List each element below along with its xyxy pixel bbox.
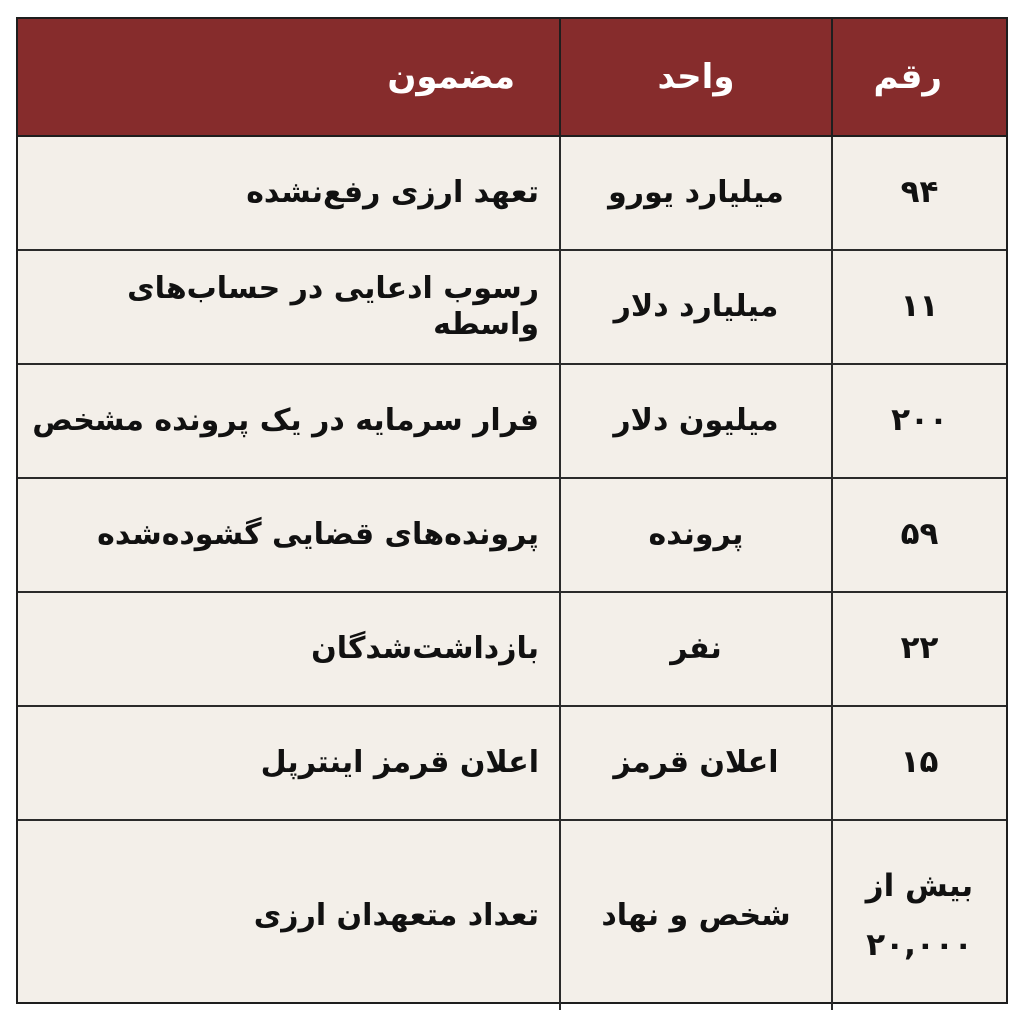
cell-unit: میلیارد یورو bbox=[560, 136, 832, 250]
cell-subject: فرار سرمایه در یک پرونده مشخص bbox=[18, 364, 560, 478]
table-row bbox=[18, 706, 1006, 820]
cell-subject: بازداشت‌شدگان bbox=[18, 592, 560, 706]
data-table-container bbox=[16, 17, 1008, 1004]
table-row bbox=[18, 820, 1006, 1010]
cell-number bbox=[832, 820, 1006, 1010]
cell-unit: اعلان قرمز bbox=[560, 706, 832, 820]
cell-subject: تعهد ارزی رفع‌نشده bbox=[18, 136, 560, 250]
cell-number: ۲۰۰ bbox=[832, 364, 1006, 478]
header-unit: واحد bbox=[560, 19, 832, 136]
cell-number: ۲۲ bbox=[832, 592, 1006, 706]
table-row bbox=[18, 136, 1006, 250]
cell-subject: پرونده‌های قضایی گشوده‌شده bbox=[18, 478, 560, 592]
header-number: رقم bbox=[832, 19, 1006, 136]
cell-unit: پرونده bbox=[560, 478, 832, 592]
cell-number: ۱۱ bbox=[832, 250, 1006, 364]
cell-unit: شخص و نهاد bbox=[560, 820, 832, 1010]
statistics-table bbox=[18, 19, 1006, 1010]
table-row bbox=[18, 364, 1006, 478]
cell-unit: میلیون دلار bbox=[560, 364, 832, 478]
table-row bbox=[18, 478, 1006, 592]
cell-subject: اعلان قرمز اینترپل bbox=[18, 706, 560, 820]
table-header-row bbox=[18, 19, 1006, 136]
cell-number: ۵۹ bbox=[832, 478, 1006, 592]
cell-unit: میلیارد دلار bbox=[560, 250, 832, 364]
table-row bbox=[18, 592, 1006, 706]
cell-subject: رسوب ادعایی در حساب‌های واسطه bbox=[18, 250, 560, 364]
table-row bbox=[18, 250, 1006, 364]
cell-unit: نفر bbox=[560, 592, 832, 706]
cell-number-prefix: بیش از bbox=[865, 867, 974, 904]
cell-number: ۹۴ bbox=[832, 136, 1006, 250]
cell-number: ۱۵ bbox=[832, 706, 1006, 820]
header-subject: مضمون bbox=[18, 19, 560, 136]
cell-subject: تعداد متعهدان ارزی bbox=[253, 897, 539, 933]
cell-number-value: ۲۰,۰۰۰ bbox=[866, 926, 973, 963]
